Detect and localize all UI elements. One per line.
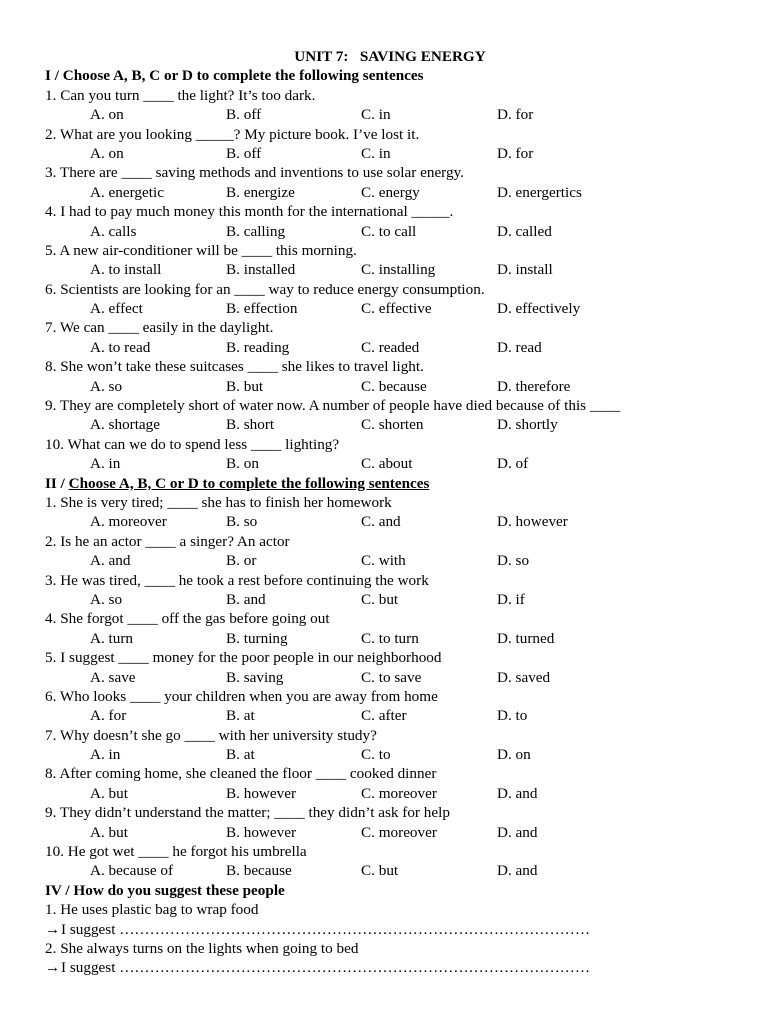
section-heading (45, 66, 735, 85)
answer-option: B. at (226, 707, 255, 725)
answer-options (45, 706, 735, 725)
answer-option: B. so (226, 513, 258, 531)
answer-option: D. and (497, 862, 538, 880)
question-text: 6. Who looks ____ your children when you are away from home (45, 687, 438, 705)
section-heading: IV / How do you suggest these people (45, 881, 285, 899)
answer-option: D. to (497, 707, 528, 725)
question-text: 4. She forgot ____ off the gas before going out (45, 610, 330, 628)
answer-options (45, 454, 735, 473)
answer-option: C. about (361, 455, 413, 473)
answer-option: A. and (90, 552, 131, 570)
answer-option: B. saving (226, 668, 284, 686)
answer-option: B. at (226, 746, 255, 764)
answer-option: B. however (226, 784, 297, 802)
answer-option: A. so (90, 377, 123, 395)
answer-option: D. however (497, 513, 568, 531)
answer-option: A. but (90, 823, 128, 841)
question-text: 5. I suggest ____ money for the poor people in our neighborhood (45, 649, 442, 667)
answer-option: A. for (90, 707, 127, 725)
answer-options (45, 512, 735, 531)
answer-option: C. in (361, 144, 391, 162)
answer-option: B. because (226, 862, 292, 880)
answer-option: C. after (361, 707, 407, 725)
answer-option: B. turning (226, 629, 288, 647)
answer-options (45, 299, 735, 318)
answer-option: B. off (226, 106, 262, 124)
answer-options (45, 823, 735, 842)
answer-option: D. on (497, 746, 531, 764)
answer-option: D. therefore (497, 377, 571, 395)
answer-option: B. calling (226, 222, 286, 240)
question-text: 3. There are ____ saving methods and inventions to use solar energy. (45, 164, 464, 182)
answer-option: B. installed (226, 261, 296, 279)
answer-options (45, 144, 735, 163)
answer-option: C. to call (361, 222, 417, 240)
question-text: 9. They didn’t understand the matter; ____ they didn’t ask for help (45, 804, 450, 822)
answer-option: C. but (361, 590, 399, 608)
answer-options (45, 784, 735, 803)
question-text: 1. She is very tired; ____ she has to finish her homework (45, 493, 392, 511)
answer-option: D. install (497, 261, 553, 279)
answer-options (45, 668, 735, 687)
answer-option: D. of (497, 455, 529, 473)
answer-option: D. if (497, 590, 525, 608)
answer-option: C. with (361, 552, 406, 570)
question-text: 4. I had to pay much money this month for the international _____. (45, 203, 454, 221)
answer-option: D. so (497, 552, 530, 570)
answer-option: A. on (90, 106, 124, 124)
answer-blank: I suggest ………………………………………………………………………………… (61, 959, 591, 977)
answer-options (45, 260, 735, 279)
section-heading-prefix: I / (45, 67, 63, 85)
answer-option: B. off (226, 144, 262, 162)
question-text: 5. A new air-conditioner will be ____ this morning. (45, 241, 357, 259)
answer-options (45, 629, 735, 648)
answer-option: D. and (497, 823, 538, 841)
answer-option: B. or (226, 552, 257, 570)
answer-option: C. in (361, 106, 391, 124)
question-text: 10. He got wet ____ he forgot his umbrella (45, 843, 307, 861)
answer-blank: I suggest ………………………………………………………………………………… (61, 920, 591, 938)
answer-option: D. saved (497, 668, 551, 686)
answer-options (45, 183, 735, 202)
answer-option: A. so (90, 590, 123, 608)
answer-option: B. short (226, 416, 275, 434)
answer-option: A. on (90, 144, 124, 162)
answer-option: D. and (497, 784, 538, 802)
section-heading (45, 474, 735, 493)
answer-option: D. for (497, 144, 534, 162)
answer-option: A. because of (90, 862, 174, 880)
answer-option: A. in (90, 455, 121, 473)
answer-option: A. turn (90, 629, 134, 647)
answer-options (45, 590, 735, 609)
question-text: 8. After coming home, she cleaned the floor ____ cooked dinner (45, 765, 437, 783)
answer-option: C. to save (361, 668, 422, 686)
answer-option: B. on (226, 455, 259, 473)
arrow-icon: → (45, 959, 61, 977)
question-text: 1. Can you turn ____ the light? It’s too dark. (45, 86, 316, 104)
question-text: 10. What can we do to spend less ____ lighting? (45, 435, 340, 453)
answer-option: C. shorten (361, 416, 424, 434)
answer-option: B. and (226, 590, 266, 608)
answer-options (45, 861, 735, 880)
answer-option: C. because (361, 377, 427, 395)
section-heading-prefix: II / (45, 474, 69, 492)
answer-option: D. effectively (497, 300, 581, 318)
answer-option: B. however (226, 823, 297, 841)
section-heading-text: Choose A, B, C or D to complete the following sentences (68, 474, 430, 492)
question-text: 2. Is he an actor ____ a singer? An actor (45, 532, 290, 550)
answer-option: C. installing (361, 261, 436, 279)
prompt-text: 2. She always turns on the lights when going to bed (45, 939, 359, 957)
answer-option: C. to turn (361, 629, 419, 647)
answer-option: B. reading (226, 338, 290, 356)
question-text: 2. What are you looking _____? My picture book. I’ve lost it. (45, 125, 420, 143)
question-sections (45, 66, 735, 880)
question-text: 7. We can ____ easily in the daylight. (45, 319, 274, 337)
question-text: 7. Why doesn’t she go ____ with her university study? (45, 726, 377, 744)
section-heading-text: Choose A, B, C or D to complete the following sentences (62, 67, 424, 85)
answer-line (45, 920, 735, 939)
answer-option: D. called (497, 222, 552, 240)
answer-option: D. energertics (497, 183, 582, 201)
answer-option: C. and (361, 513, 401, 531)
answer-options (45, 222, 735, 241)
answer-options (45, 745, 735, 764)
prompt-text: 1. He uses plastic bag to wrap food (45, 901, 259, 919)
question-text: 8. She won’t take these suitcases ____ she likes to travel light. (45, 358, 424, 376)
worksheet (45, 47, 735, 978)
answer-options (45, 338, 735, 357)
answer-option: B. but (226, 377, 264, 395)
page-title: UNIT 7: SAVING ENERGY (294, 48, 486, 65)
answer-option: A. shortage (90, 416, 161, 434)
answer-option: A. save (90, 668, 136, 686)
answer-options (45, 105, 735, 124)
answer-option: B. effection (226, 300, 298, 318)
answer-option: A. moreover (90, 513, 167, 531)
answer-option: C. readed (361, 338, 420, 356)
answer-option: A. effect (90, 300, 143, 318)
answer-option: D. turned (497, 629, 555, 647)
answer-option: A. in (90, 746, 121, 764)
question-text: 6. Scientists are looking for an ____ way to reduce energy consumption. (45, 280, 485, 298)
answer-option: A. to install (90, 261, 162, 279)
answer-line (45, 958, 735, 977)
answer-option: A. calls (90, 222, 137, 240)
answer-option: C. energy (361, 183, 420, 201)
answer-options (45, 415, 735, 434)
question-text: 3. He was tired, ____ he took a rest before continuing the work (45, 571, 429, 589)
answer-options (45, 551, 735, 570)
arrow-icon: → (45, 920, 61, 938)
question-text: 9. They are completely short of water now. A number of people have died because of this ____ (45, 397, 621, 415)
answer-option: C. moreover (361, 823, 437, 841)
answer-option: A. energetic (90, 183, 164, 201)
answer-option: A. but (90, 784, 128, 802)
section-iv (45, 881, 735, 978)
answer-option: C. moreover (361, 784, 437, 802)
answer-options (45, 377, 735, 396)
answer-option: A. to read (90, 338, 151, 356)
answer-option: C. to (361, 746, 391, 764)
answer-option: B. energize (226, 183, 295, 201)
answer-option: D. read (497, 338, 542, 356)
answer-option: D. shortly (497, 416, 558, 434)
answer-option: C. but (361, 862, 399, 880)
answer-option: D. for (497, 106, 534, 124)
answer-option: C. effective (361, 300, 432, 318)
